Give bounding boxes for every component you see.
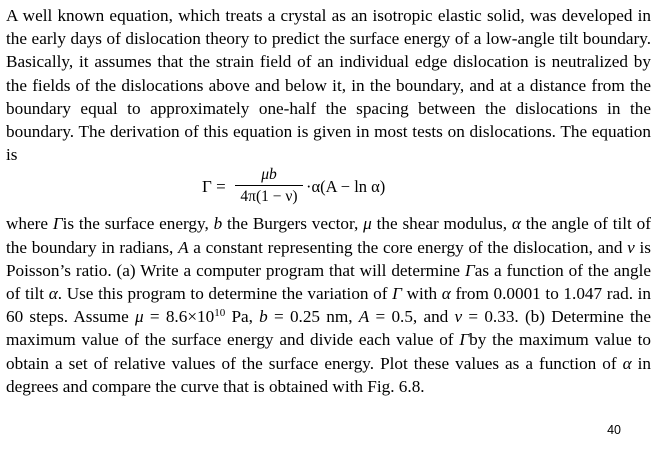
symbol-b: b [259,307,268,327]
intro-paragraph: A well known equation, which treats a crystal as an isotropic elastic solid, was developed in the early days of dislocation theory to predict the surface energy of a low-angle tilt boundary. Basically, it assumes that the strain field of an individual edge dislocation is neutralized by the fields of the dislocations above and below it, in the boundary, and at a distance from the boundary equal to approximately one-half the spacing between the dislocations in the boundary. The derivation of this equation is given in most tests on dislocations. The equation is [6,6,651,165]
symbol-b: b [213,214,223,234]
text-run: = 0.5, and [369,307,455,327]
symbol-A: A [358,307,370,327]
text-run: the angle of tilt of the boundary in radians, [6,214,651,257]
symbol-alpha: α [441,284,451,304]
equation-rhs: ·α(A − ln α) [306,177,386,197]
symbol-alpha: α [511,214,521,234]
text-run: Pa, [225,307,260,327]
symbol-nu: ν [627,237,635,257]
symbol-gamma: Γ [52,214,63,234]
text-run: by the maximum value to obtain a set of relative values of the surface energy. Plot these values as a function of [6,330,651,373]
symbol-mu: μ [363,214,372,234]
text-run: is Poisson’s ratio. (a) Write a computer program that will determine [6,237,651,280]
document-page [6,4,651,398]
equation-lhs: Γ = [202,177,226,197]
text-run: where [6,214,53,234]
text-run: as a function of the angle of tilt [6,260,651,304]
symbol-A: A [178,237,189,257]
surface-energy-equation [6,166,651,212]
text-run: . Use this program to determine the variation of [57,284,393,304]
symbol-alpha: α [622,353,632,373]
problem-paragraph [6,212,651,398]
text-run: the shear modulus, [371,214,512,234]
text-run: = 0.33. (b) Determine the maximum value of the surface energy and divide each value of [6,307,651,350]
equation-denominator: 4π(1 − ν) [240,188,298,206]
text-run: is the surface energy, [62,214,214,234]
exponent: 10 [214,307,226,320]
text-run: from 0.0001 to 1.047 rad. in 60 steps. Assume [6,284,652,327]
symbol-gamma: Γ [459,330,470,350]
symbol-gamma: Γ [392,284,402,304]
symbol-nu: ν [454,307,463,327]
text-run: in degrees and compare the curve that is obtained with Fig. 6.8. [6,353,652,396]
equation-numerator: μb [235,166,303,186]
text-run: a constant representing the core energy of the dislocation, and [188,237,628,257]
equation-fraction [235,166,303,207]
symbol-gamma: Γ [464,260,475,280]
symbol-mu: μ [135,307,144,327]
symbol-alpha: α [48,284,58,304]
text-run: with [401,284,442,304]
text-run: the Burgers vector, [222,214,364,234]
page-number: 40 [607,423,621,437]
text-run: = 8.6×10 [143,307,215,327]
text-run: = 0.25 nm, [267,307,359,327]
